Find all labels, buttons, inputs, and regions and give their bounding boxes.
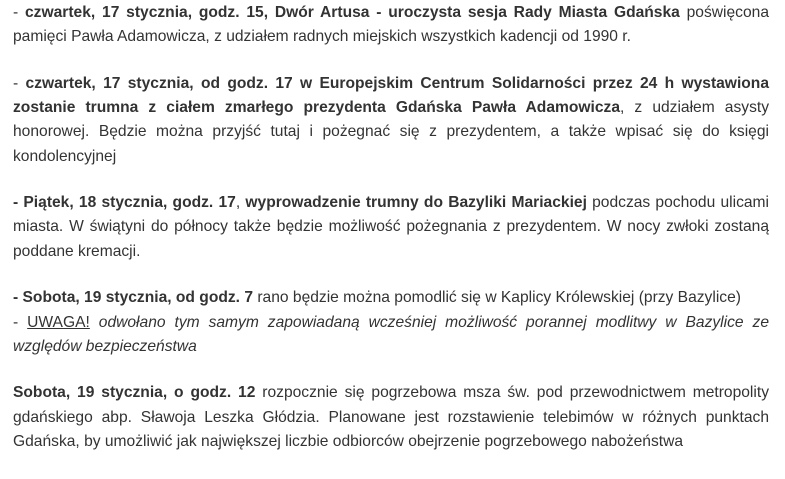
schedule-item-thursday-ecs [13,72,769,169]
item-bold-text: czwartek, 17 stycznia, godz. 15, Dwór Artusa - uroczysta sesja Rady Miasta Gdańska [25,4,680,21]
item-bold-text: Sobota, 19 stycznia, o godz. 12 [13,384,256,402]
item-dash: - [13,4,25,21]
item-separator: , [235,194,246,212]
item-text: rano będzie można pomodlić się w Kaplicy Królewskiej (przy Bazylice) [253,289,741,307]
schedule-item-thursday-session [13,1,769,49]
item-text: , z udziałem asysty honorowej. Będzie można przyjść tutaj i pożegnać się z prezydentem, a także wpisać się do księgi kondolencyjnej [13,99,769,165]
item-text: podczas pochodu ulicami miasta. W świątyni do północy także będzie możliwość pożegnania z prezydentem. W nocy zwłoki zostaną poddane kremacji. [13,194,769,260]
item-bold-text: czwartek, 17 stycznia, od godz. 17 w Europejskim Centrum Solidarności przez 24 h wystawiona zostanie trumna z ciałem zmarłego prezydenta Gdańska Pawła Adamowicza [13,74,769,117]
item-text: rozpocznie się pogrzebowa msza św. pod przewodnictwem metropolity gdańskiego abp. Sławoja Leszka Głódzia. Planowane jest rozstawienie telebimów w różnych punktach Gdańska, by umożliwić jak największej liczbie odbiorców obejrzenie pogrzebowego nabożeństwa [13,384,769,450]
article-body [13,1,769,454]
warning-dash: - [13,313,28,331]
warning-text: odwołano tym samym zapowiadaną wcześniej możliwość porannej modlitwy w Bazylice ze względów bezpieczeństwa [13,313,770,355]
warning-link[interactable]: UWAGA! [27,313,90,331]
item-bold-date: - Piątek, 18 stycznia, godz. 17 [13,194,236,212]
item-text: poświęcona pamięci Pawła Adamowicza, z udziałem radnych miejskich wszystkich kadencji od 1990 r. [13,4,769,46]
item-bold-text: - Sobota, 19 stycznia, od godz. 7 [13,289,254,307]
schedule-item-friday-procession [13,191,769,264]
item-dash: - [13,74,26,92]
schedule-item-saturday-mass [13,381,769,454]
item-bold-text: wyprowadzenie trumny do Bazyliki Mariackiej [245,194,587,212]
schedule-item-saturday-prayer [13,286,769,359]
